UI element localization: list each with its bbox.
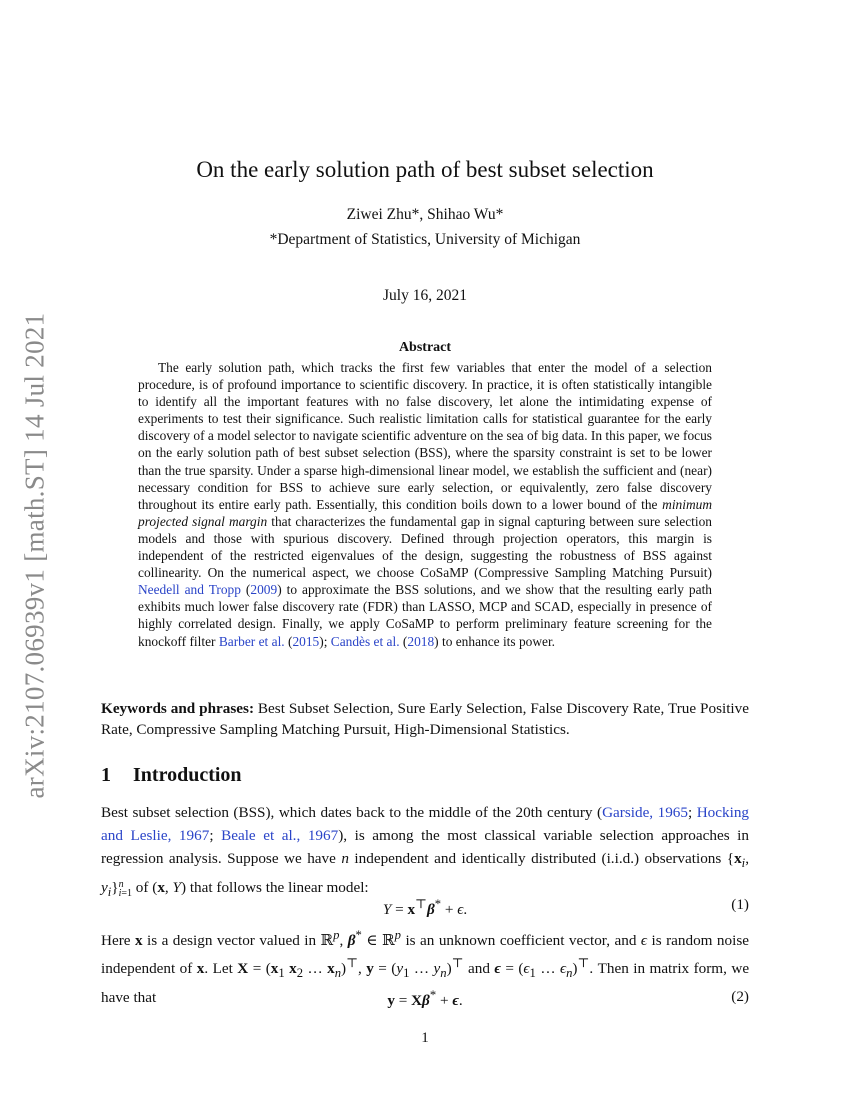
publication-date: July 16, 2021	[383, 287, 467, 304]
citation-year-candes[interactable]: 2018	[407, 633, 435, 649]
keywords-list: Best Subset Selection, Sure Early Selection, False Discovery Rate, True Positive Rate, Compressive Sampling Matching Pursuit, High-Dimensional Statistics.	[101, 700, 749, 738]
citation-link-garside[interactable]: Garside, 1965	[602, 804, 688, 821]
abstract-heading: Abstract	[398, 340, 452, 355]
paper-title: On the early solution path of best subset selection	[196, 157, 654, 182]
equation-2-body: y = Xβ* + ϵ.	[387, 988, 463, 1010]
arxiv-identifier: arXiv:2107.06939v1 [math.ST] 14 Jul 2021	[19, 312, 50, 798]
citation-link-beale[interactable]: Beale et al., 1967	[221, 827, 339, 845]
citation-year-needell[interactable]: 2009	[250, 582, 278, 598]
intro-paragraph-1: Best subset selection (BSS), which dates back to the middle of the 20th century (Garside, 1965; Hocking and Leslie, 1967; Beale et al., 1967), is among the most classical variable selection approaches in regression analysis. Suppose we have n independent and identically distributed (i.i.d.) observations {$x_i$, $y_i\}n$ i=1 of (x, Y) that follows the linear model:	[101, 804, 750, 899]
keywords-label: Keywords and phrases:	[101, 700, 254, 717]
abstract-body: The early solution path, which tracks the first few variables that enter the model of a selection procedure, is of profound importance to scientific discovery. In practice, it is often statistically intangible to identify all the important features with no false discovery, let alone the intimidating expense of experiments to test their significance. Such realistic limitation calls for statistical guarantee for the early discovery of a model selector to navigate scientific adventure on the sea of big data. In this paper, we focus on the early solution path of best subset selection (BSS), where the sparsity constraint is set to be lower than the true sparsity. Under a sparse high-dimensional linear model, we establish the sufficient and (near) necessary condition for BSS to achieve sure early selection, or equivalently, zero false discovery throughout its entire early path. Essentially, this condition boils down to a lower bound of the minimum projected signal margin that characterizes the fundamental gap in signal capturing between sure selection models and those with spurious discovery. Defined through projection operators, this margin is independent of the restricted eigenvalues of the design, suggesting the robustness of BSS against collinearity. On the numerical aspect, we choose CoSaMP (Compressive Sampling Matching Pursuit) Needell and Tropp (2009) to approximate the BSS solutions, and we show that the resulting early path exhibits much lower false discovery rate (FDR) than LASSO, MCP and SCAD, especially in presence of highly correlated design. Finally, we apply CoSaMP to perform preliminary feature screening for the knockoff filter Barber et al. (2015); Candès et al. (2018) to enhance its power.	[138, 360, 712, 649]
math-observations: {$x_i$, $y_i\}n$ i=1	[101, 850, 749, 899]
citation-link-needell[interactable]: Needell and Tropp	[138, 582, 241, 598]
arxiv-sidebar-stamp	[14, 290, 56, 820]
citation-link-barber[interactable]: Barber et al.	[218, 633, 285, 649]
section-number: 1	[101, 764, 111, 786]
equation-1-body: Y = x⊤β* + ϵ.	[382, 897, 468, 919]
equation-1-number: (1)	[731, 896, 749, 913]
affiliation: *Department of Statistics, University of Michigan	[269, 231, 581, 248]
citation-link-candes[interactable]: Candès et al.	[330, 633, 400, 649]
intro-paragraph-2: Here x is a design vector valued in ℝ$^p$, β* ∈ ℝ$^p$ is an unknown coefficient vector, and ϵ is random noise independent of x. Let $X = (x_1$ $x_2$ … $x_n)^⊤$, $y = (y_1$ … $y_n)^⊤$ and $\epsilon = (\epsilon_1$ … $\epsilon_n)^⊤$. Then in matrix form, we have that	[101, 928, 750, 1006]
author-list: Ziwei Zhu*, Shihao Wu*	[346, 206, 504, 223]
section-heading-introduction	[101, 764, 242, 787]
citation-year-barber[interactable]: 2015	[292, 633, 320, 649]
abstract-emphasis: minimum projected signal margin	[138, 496, 712, 529]
equation-2-number: (2)	[731, 988, 749, 1005]
citation-link-hocking[interactable]: Hocking and Leslie, 1967	[101, 804, 750, 845]
section-title: Introduction	[133, 764, 242, 786]
keywords-paragraph	[101, 698, 749, 740]
page-number: 1	[421, 1030, 429, 1046]
